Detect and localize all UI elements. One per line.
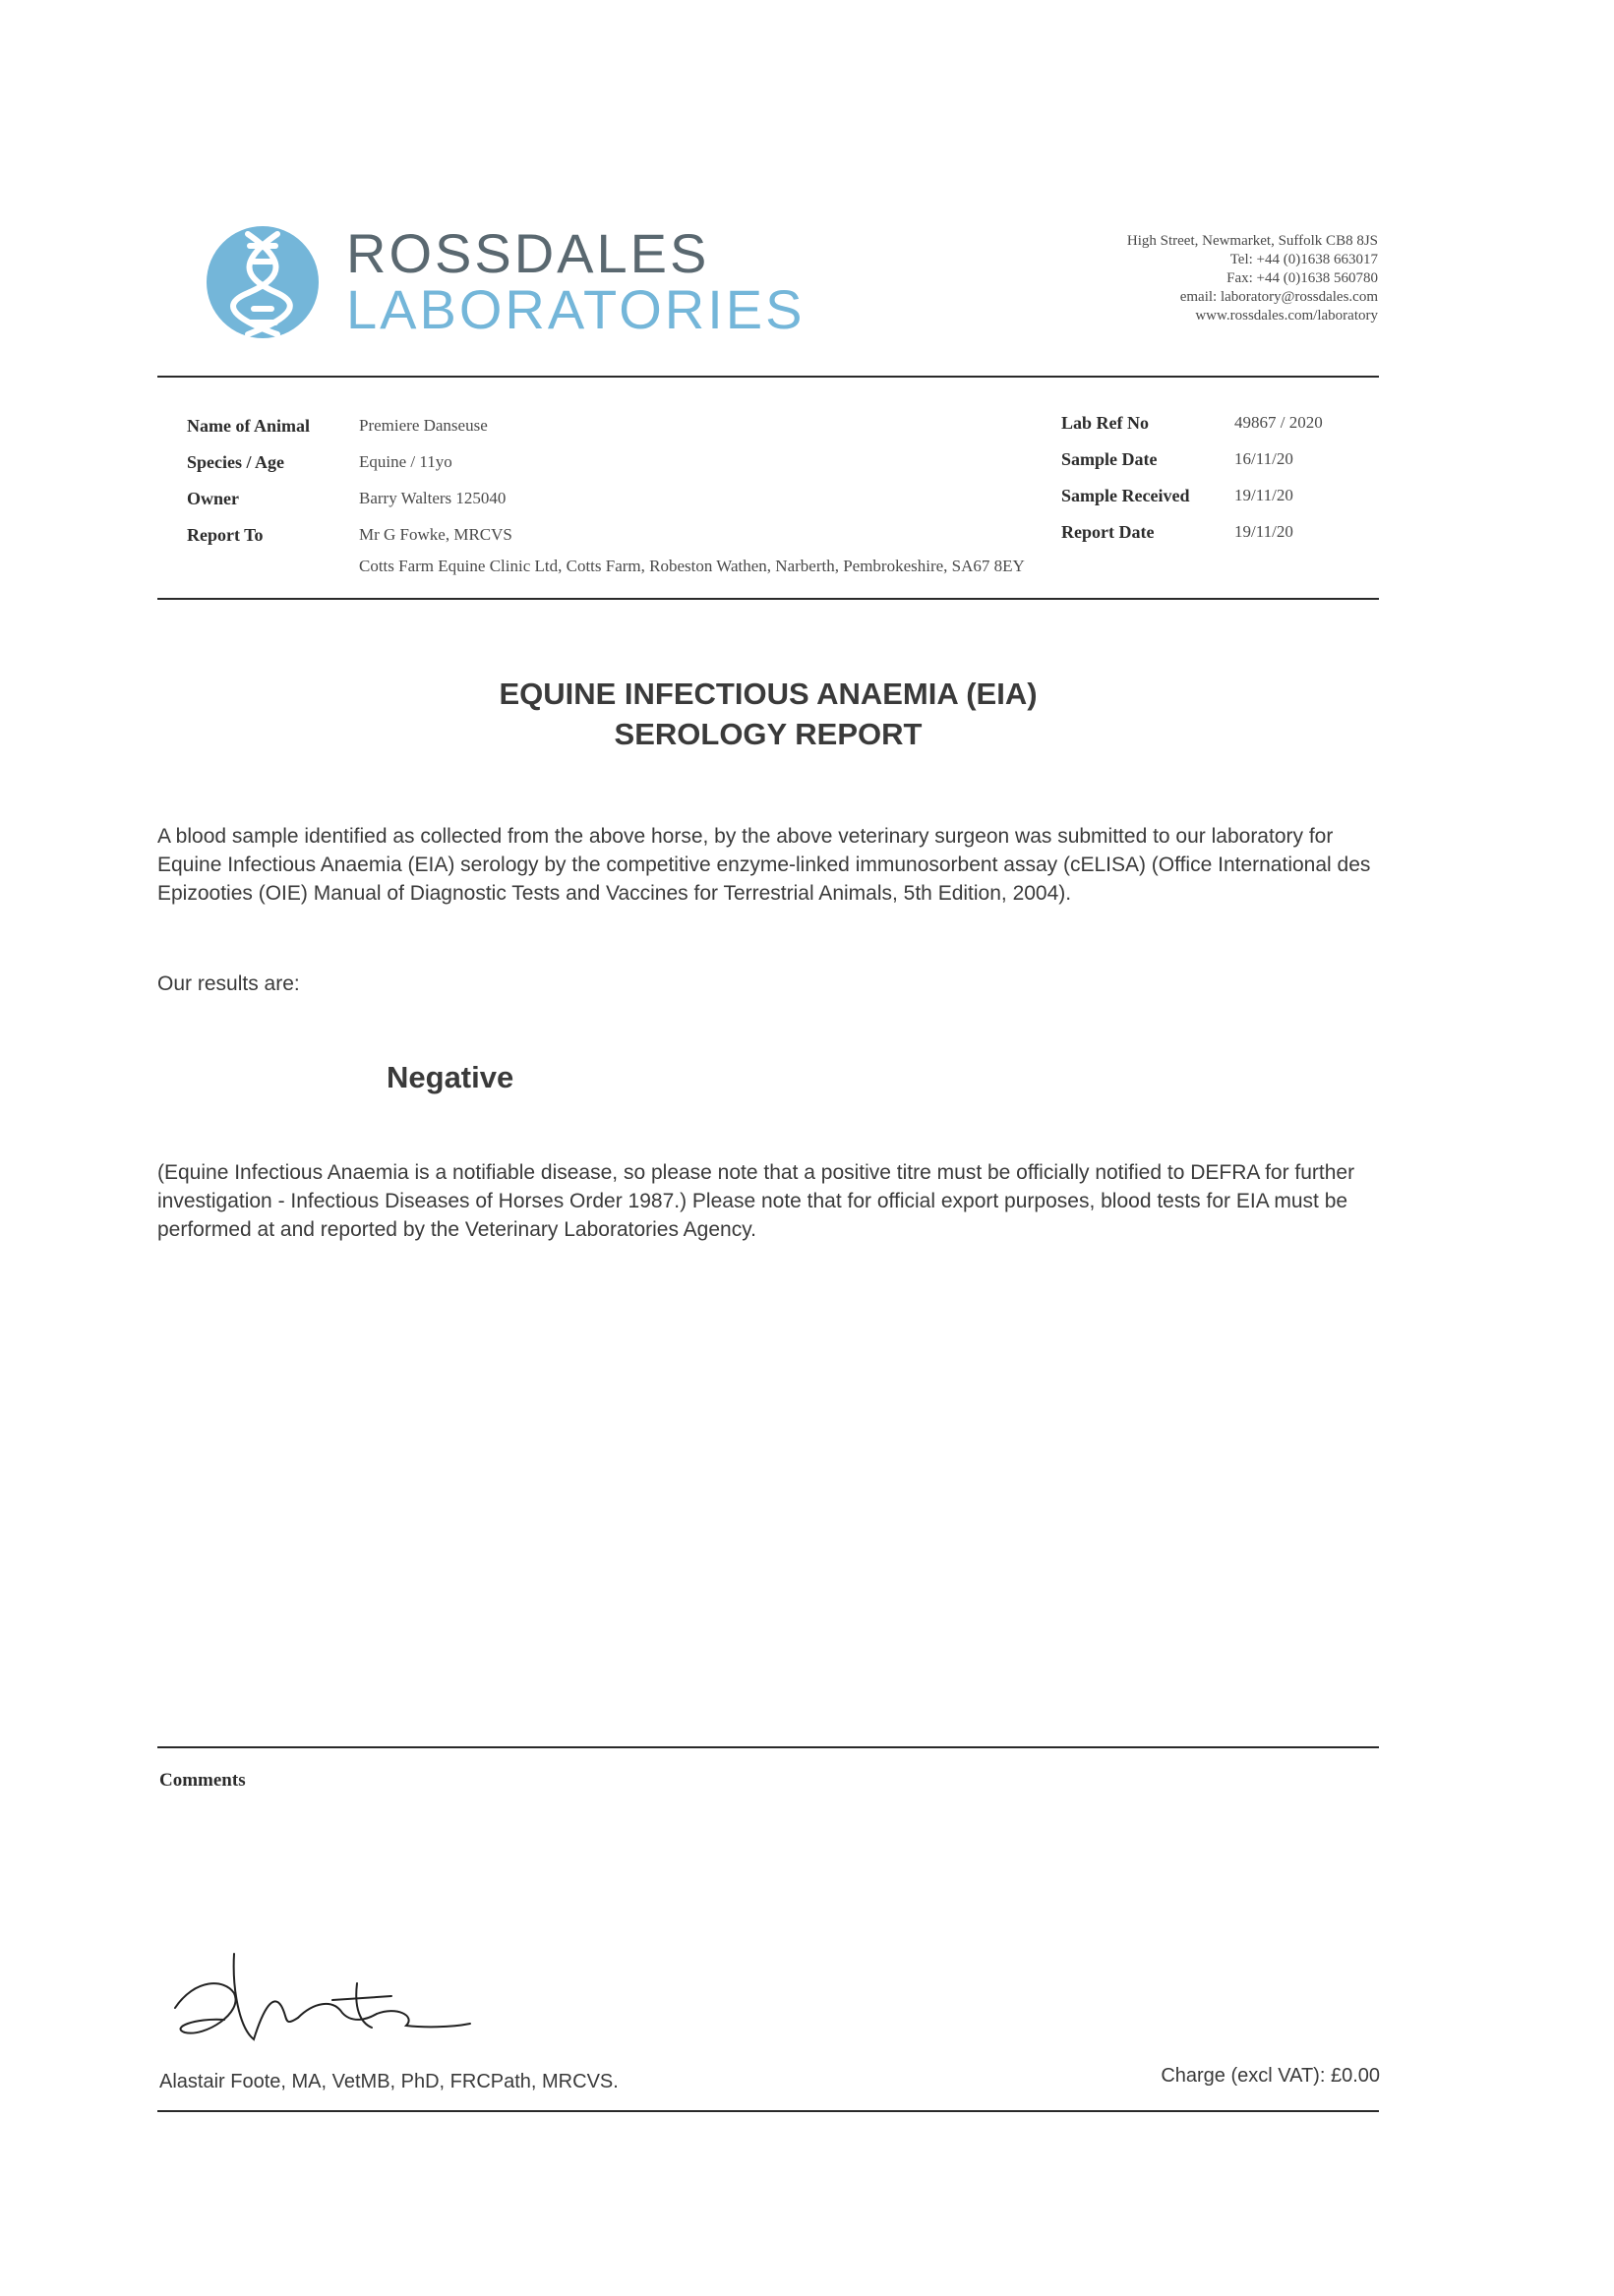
lab-address-block xyxy=(1127,232,1378,325)
comments-label: Comments xyxy=(159,1770,246,1791)
label-report-to: Report To xyxy=(187,525,264,545)
value-species-age: Equine / 11yo xyxy=(359,452,452,471)
footer-divider xyxy=(157,2110,1379,2112)
address-fax: Fax: +44 (0)1638 560780 xyxy=(1226,270,1378,286)
notifiable-disease-note: (Equine Infectious Anaemia is a notifiable disease, so please note that a positive titre must be officially notified to DEFRA for further investigation - Infectious Diseases of Horses Order 1987.) Please note that for official export purposes, blood tests for EIA must be performed at and reported by the Veterinary Laboratories Agency. xyxy=(157,1161,1355,1241)
label-sample-received: Sample Received xyxy=(1061,486,1190,505)
value-owner: Barry Walters 125040 xyxy=(359,489,507,507)
label-owner: Owner xyxy=(187,489,239,508)
report-title-line2: SEROLOGY REPORT xyxy=(614,717,923,751)
intro-paragraph: A blood sample identified as collected from the above horse, by the above veterinary surgeon was submitted to our laboratory for Equine Infectious Anaemia (EIA) serology by the competitive enzyme-linked immunosorbent assay (cELISA) (Office International des Epizooties (OIE) Manual of Diagnostic Tests and Vaccines for Terrestrial Animals, 5th Edition, 2004). xyxy=(157,825,1371,905)
charge-amount: Charge (excl VAT): £0.00 xyxy=(1161,2065,1380,2087)
value-lab-ref-no: 49867 / 2020 xyxy=(1234,413,1323,432)
results-intro: Our results are: xyxy=(157,972,300,995)
header-divider xyxy=(157,376,1379,378)
value-sample-received: 19/11/20 xyxy=(1234,486,1293,504)
value-name-of-animal: Premiere Danseuse xyxy=(359,416,488,435)
details-divider xyxy=(157,598,1379,600)
test-result: Negative xyxy=(387,1060,514,1094)
label-sample-date: Sample Date xyxy=(1061,449,1158,469)
signatory-name: Alastair Foote, MA, VetMB, PhD, FRCPath, MRCVS. xyxy=(159,2071,619,2092)
report-title-line1: EQUINE INFECTIOUS ANAEMIA (EIA) xyxy=(499,677,1038,711)
label-name-of-animal: Name of Animal xyxy=(187,416,310,436)
label-report-date: Report Date xyxy=(1061,522,1155,542)
label-lab-ref-no: Lab Ref No xyxy=(1061,413,1149,433)
address-email: email: laboratory@rossdales.com xyxy=(1179,289,1378,305)
brand-name-line2: LABORATORIES xyxy=(346,278,806,340)
address-website: www.rossdales.com/laboratory xyxy=(1195,308,1378,324)
label-species-age: Species / Age xyxy=(187,452,284,472)
value-report-date: 19/11/20 xyxy=(1234,522,1293,541)
value-sample-date: 16/11/20 xyxy=(1234,449,1293,468)
brand-name-line1: ROSSDALES xyxy=(346,222,710,284)
dna-logo-icon xyxy=(205,224,321,340)
comments-divider xyxy=(157,1746,1379,1748)
value-report-to: Mr G Fowke, MRCVS xyxy=(359,525,512,544)
value-report-to-address: Cotts Farm Equine Clinic Ltd, Cotts Farm, Robeston Wathen, Narberth, Pembrokeshire, SA67 8EY xyxy=(359,557,1025,575)
address-street: High Street, Newmarket, Suffolk CB8 8JS xyxy=(1126,233,1378,249)
signature-image xyxy=(165,1949,480,2047)
address-tel: Tel: +44 (0)1638 663017 xyxy=(1229,252,1378,267)
